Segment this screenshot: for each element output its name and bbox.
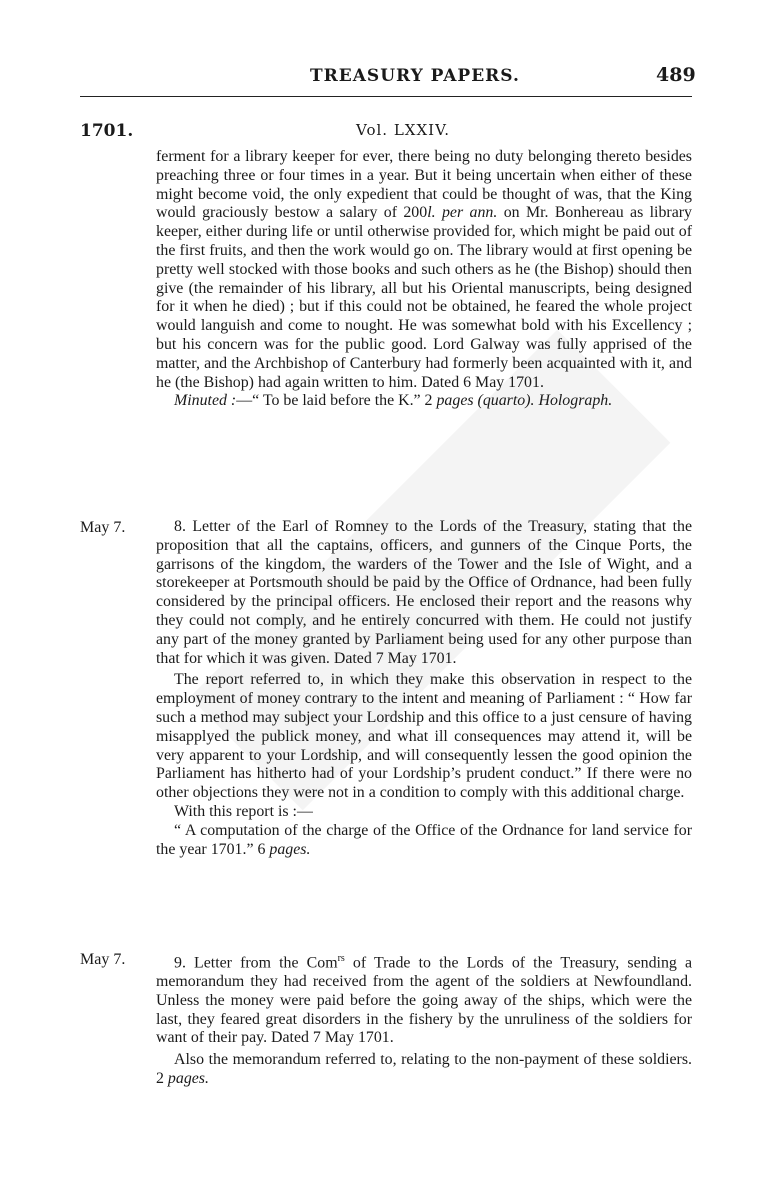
entry8-with-report: With this report is :— (174, 802, 313, 820)
currency-abbrev: l. (427, 204, 436, 222)
pages-label: pages (436, 392, 474, 410)
continuation-text: ferment for a library keeper for ever, there being no duty belonging thereto besides preaching three or four times in a year. But it being uncertain when either of these might become void, the only expedient that could be thought of was, that the King would graciously bestow a salary of 200 (156, 148, 692, 222)
volume-heading: Vol. LXXIV. (356, 121, 451, 139)
entry9-block (156, 950, 692, 1089)
entry9-letter (156, 950, 692, 1048)
entry8-pages: pages. (269, 840, 311, 858)
minuted-label: Minuted : (174, 392, 237, 410)
entry8-computation (156, 822, 692, 860)
entry9-memorandum (156, 1051, 692, 1089)
quarto-label: (quarto). (477, 392, 535, 410)
entry9-date: May 7. (80, 951, 126, 968)
minuted-text: —“ To be laid before the K.” 2 (236, 392, 437, 410)
running-header (0, 62, 770, 92)
entry8-report: The report referred to, in which they make this observation in respect to the employment of money contrary to the intent and meaning of Parliament : “ How far such a method may subject your Lordship and this office to a just censure of having misapplyed the publick money, and what ill consequences may attend it, will be very apparent to your Lordship, and will consequently lessen the good opinion the Parliament has hitherto had of your Lordship’s prudent conduct.” If there were no other objections they were not in a condition to comply with this additional charge. (156, 671, 692, 802)
per-annum: per ann. (441, 204, 498, 222)
running-title: TREASURY PAPERS. (310, 66, 520, 86)
entry8-block (156, 518, 692, 859)
page-number: 489 (656, 64, 696, 86)
holograph-label: Holograph. (538, 392, 613, 410)
entry8-date: May 7. (80, 519, 126, 536)
memorandum-text: Also the memorandum referred to, relating to the non-payment of these soldiers. 2 (156, 1051, 692, 1088)
continuation-paragraph (156, 148, 692, 392)
computation-text: “ A computation of the charge of the Office of the Ordnance for land service for the year 1701.” 6 (156, 821, 692, 858)
entry9-pages: pages. (167, 1070, 209, 1088)
entry8-letter: 8. Letter of the Earl of Romney to the Lords of the Treasury, stating that the proposition that all the captains, officers, and gunners of the Cinque Ports, the garrisons of the kingdom, the warders of the Tower and the Isle of Wight, and a storekeeper at Portsmouth should be paid by the Office of Ordnance, had been fully considered by the principal officers. He enclosed their report and the reasons why they could not comply, and he entirely concurred with them. He could not justify any part of the money granted by Parliament being used for any other purpose than that for which it was given. Dated 7 May 1701. (156, 518, 692, 667)
minuted-line (156, 392, 692, 411)
entry9-superscript: rs (337, 953, 345, 964)
entry9-letter-b: of Trade to the Lords of the Treasury, sending a memorandum they had received from the agent of the soldiers at Newfoundland. Unless the money were paid before the going away of the ships, which were the last, they feared great disorders in the fishery by the unruliness of the soldiers for want of their pay. Dated 7 May 1701. (156, 954, 693, 1047)
entry9-letter-a: 9. Letter from the Com (174, 954, 338, 972)
margin-year: 1701. (80, 121, 134, 141)
continuation-block (156, 148, 692, 411)
header-rule (80, 96, 692, 97)
continuation-text-after: on Mr. Bonhereau as library keeper, either during life or until otherwise provided for, which might be paid out of the first fruits, and then the work would go on. The library would at first opening be pretty well stocked with those books and such others as he (the Bishop) should then give (the remainder of his library, all but his Oriental manuscripts, being designed for it when he died) ; but if this could not be obtained, he feared the whole project would languish and come to nought. He was somewhat bold with his Excellency ; but his concern was for the public good. Lord Galway was fully apprised of the matter, and the Archbishop of Canterbury had formerly been acquainted with it, and he (the Bishop) had again written to him. Dated 6 May 1701. (156, 204, 692, 391)
